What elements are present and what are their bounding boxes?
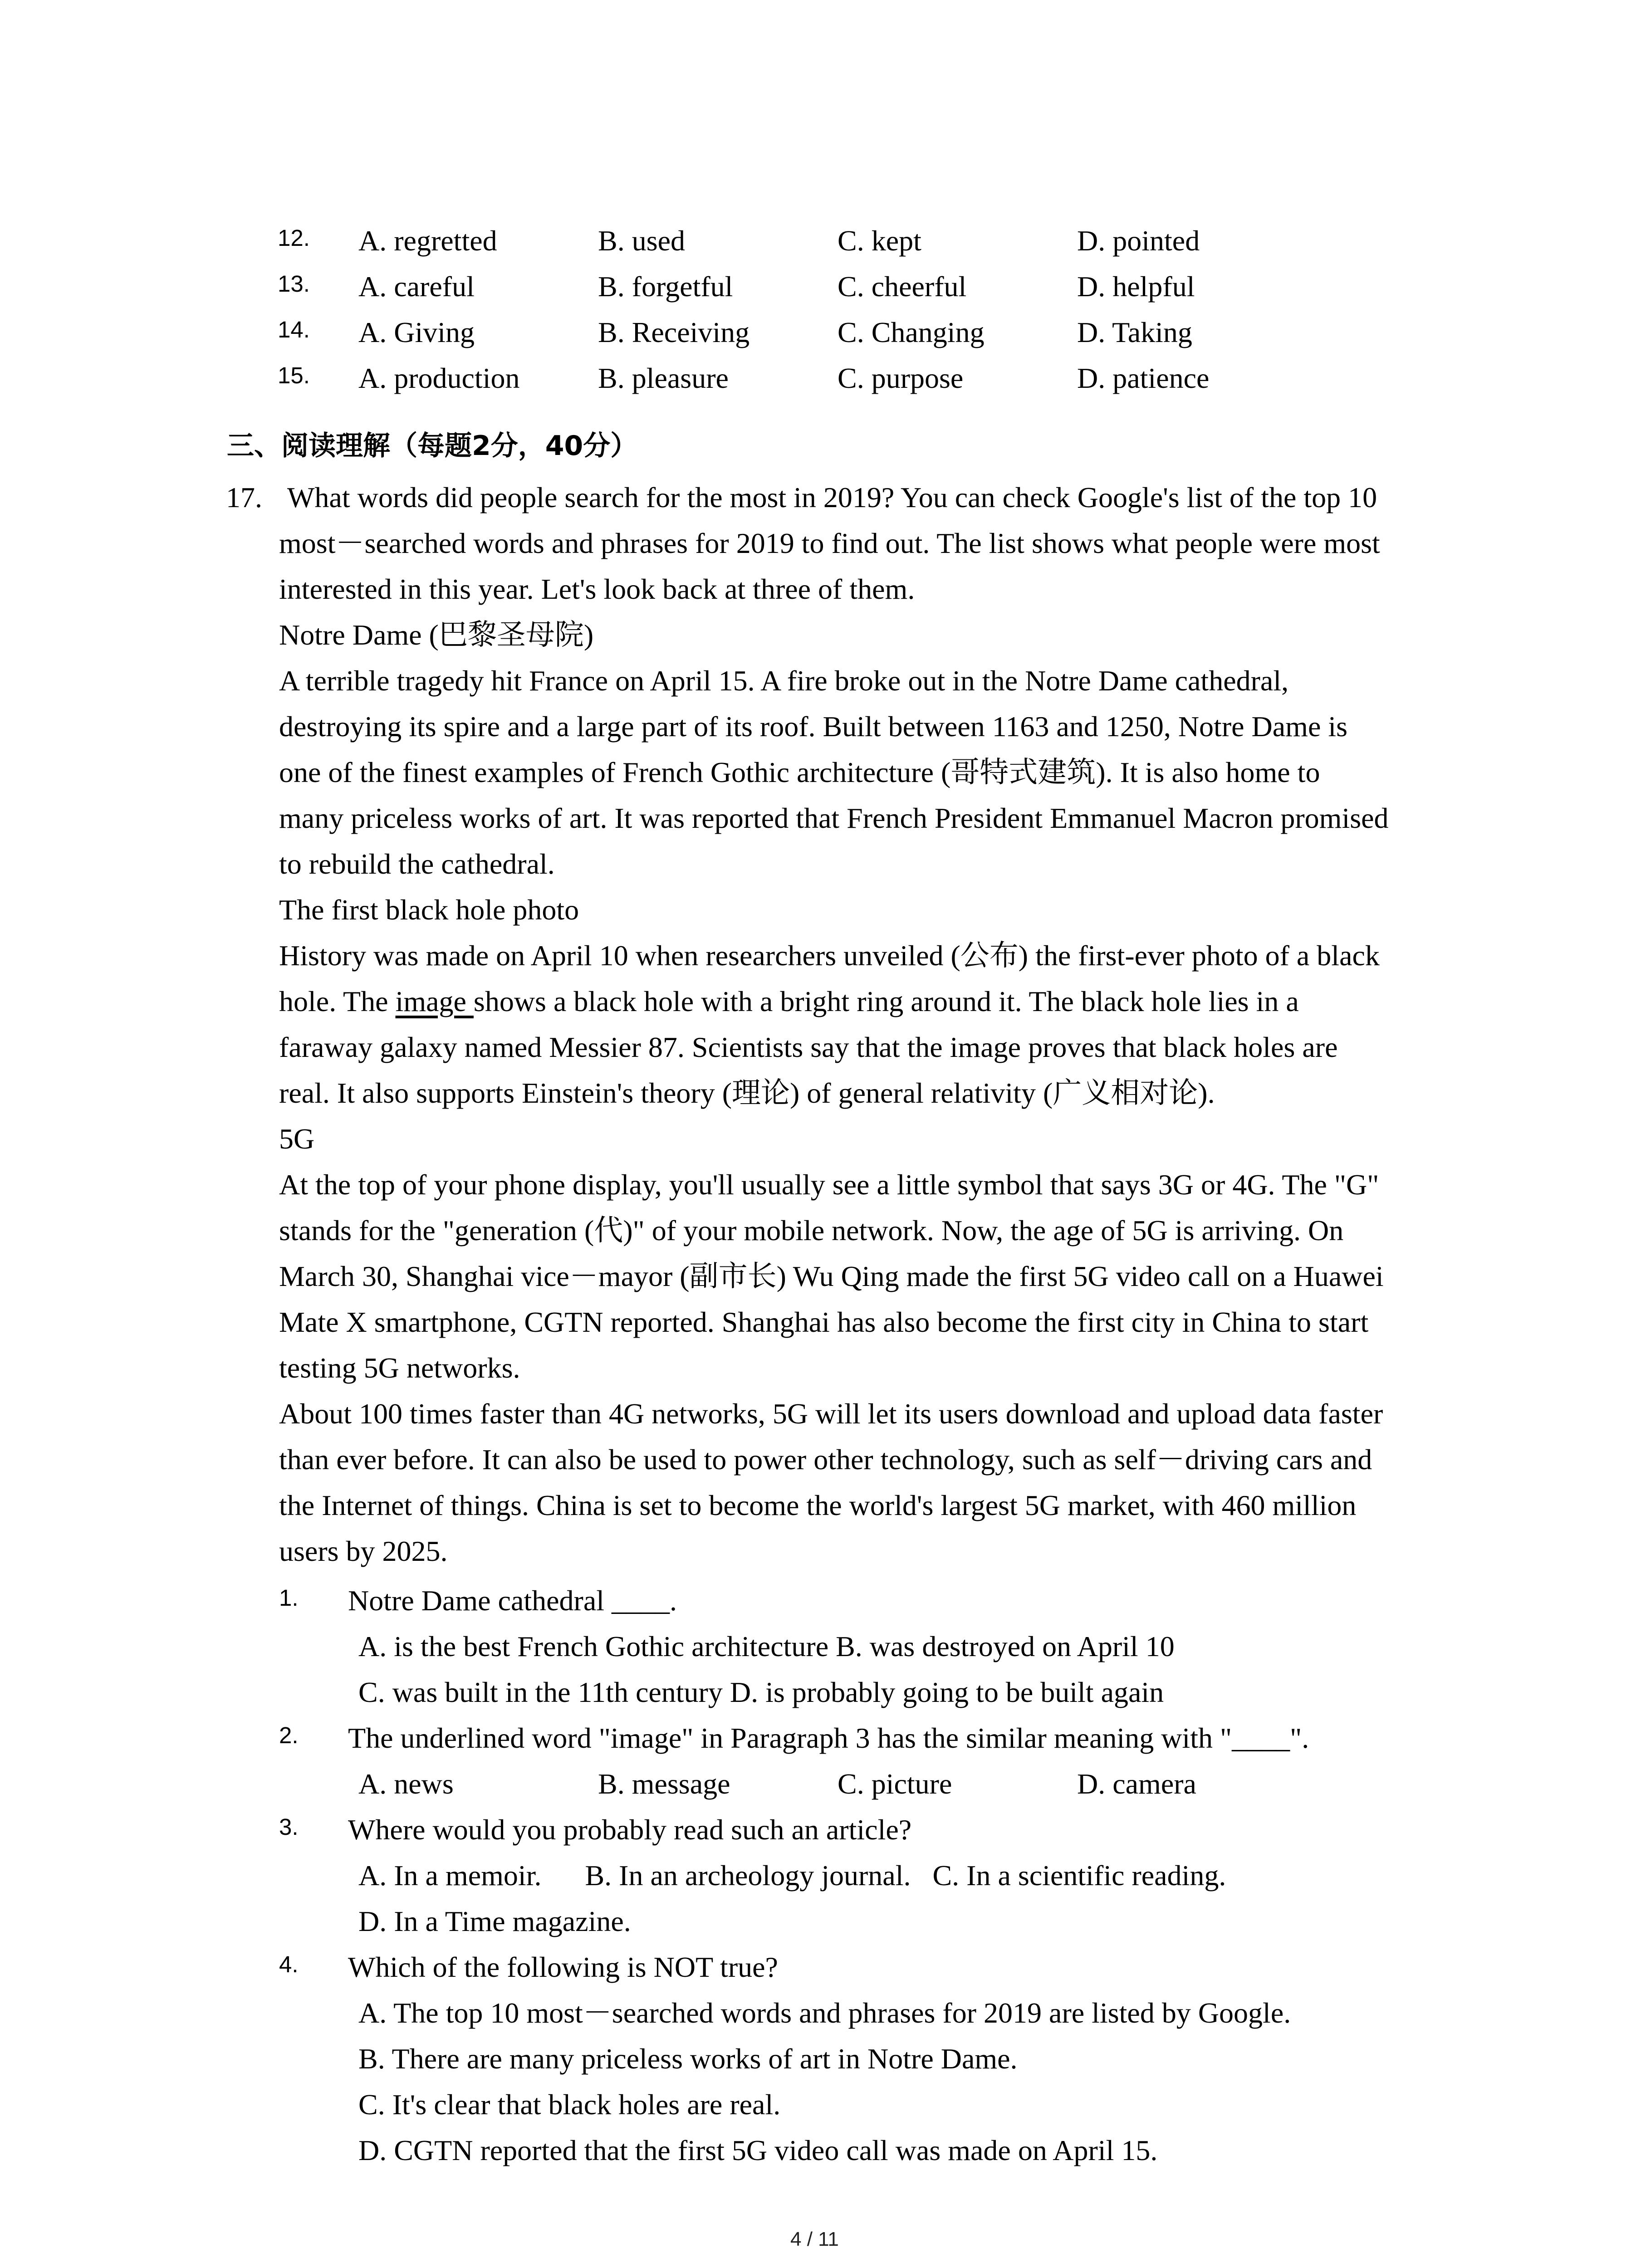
- passage-line: real. It also supports Einstein's theory (理论) of general relativity (广义相对论).: [279, 1077, 1215, 1109]
- answer-options: C. It's clear that black holes are real.: [358, 2088, 781, 2121]
- subheading-black-hole: The first black hole photo: [279, 894, 579, 926]
- option-c: C. cheerful: [838, 270, 967, 303]
- passage-line: interested in this year. Let's look back at three of them.: [279, 573, 915, 605]
- question-stem: Which of the following is NOT true?: [348, 1951, 778, 1983]
- passage-line: History was made on April 10 when researchers unveiled (公布) the first-ever photo of a black: [279, 939, 1380, 972]
- option-b: B. Receiving: [598, 316, 750, 348]
- passage-line: users by 2025.: [279, 1535, 448, 1567]
- passage-line: stands for the "generation (代)" of your mobile network. Now, the age of 5G is arriving. On: [279, 1214, 1344, 1246]
- answer-options: B. There are many priceless works of art in Notre Dame.: [358, 2043, 1018, 2075]
- passage-line: the Internet of things. China is set to become the world's largest 5G market, with 460 million: [279, 1489, 1357, 1521]
- option-d: D. pointed: [1077, 225, 1200, 257]
- question-stem: The underlined word "image" in Paragraph 3 has the similar meaning with "____".: [348, 1722, 1309, 1754]
- reading-passage: [279, 520, 1459, 1574]
- option-a: A. Giving: [358, 316, 475, 348]
- passage-line: faraway galaxy named Messier 87. Scientists say that the image proves that black holes are: [279, 1031, 1338, 1063]
- passage-line: March 30, Shanghai vice－mayor (副市长) Wu Qing made the first 5G video call on a Huawei: [279, 1260, 1384, 1292]
- question-stem: Notre Dame cathedral ____.: [348, 1584, 677, 1617]
- passage-line: destroying its spire and a large part of its roof. Built between 1163 and 1250, Notre Dame is: [279, 710, 1348, 743]
- passage-line: A terrible tragedy hit France on April 15. A fire broke out in the Notre Dame cathedral,: [279, 665, 1289, 697]
- option-a: A. production: [358, 362, 520, 394]
- subheading-notre-dame: Notre Dame (巴黎圣母院): [279, 619, 594, 651]
- answer-options: C. was built in the 11th century D. is probably going to be built again: [358, 1676, 1164, 1708]
- passage-line: What words did people search for the most in 2019? You can check Google's list of the top 10: [287, 481, 1377, 513]
- question-number: 1.: [279, 1585, 299, 1611]
- option-d: D. Taking: [1077, 316, 1192, 348]
- option-d: D. helpful: [1077, 270, 1195, 303]
- option-d: D. camera: [1077, 1768, 1196, 1800]
- question-number: 2.: [279, 1722, 299, 1748]
- option-b: B. pleasure: [598, 362, 729, 394]
- passage-line: testing 5G networks.: [279, 1352, 520, 1384]
- option-c: C. kept: [838, 225, 921, 257]
- passage-line: About 100 times faster than 4G networks, 5G will let its users download and upload data faster: [279, 1398, 1383, 1430]
- option-c: C. picture: [838, 1768, 952, 1800]
- passage-line: many priceless works of art. It was reported that French President Emmanuel Macron promised: [279, 802, 1389, 834]
- passage-line: than ever before. It can also be used to power other technology, such as self－driving cars and: [279, 1443, 1372, 1476]
- answer-options: D. In a Time magazine.: [358, 1905, 631, 1937]
- option-b: B. message: [598, 1768, 730, 1800]
- answer-options: A. In a memoir. B. In an archeology journal. C. In a scientific reading.: [358, 1859, 1226, 1892]
- option-d: D. patience: [1077, 362, 1210, 394]
- text-span: hole. The: [279, 985, 396, 1017]
- option-b: B. used: [598, 225, 685, 257]
- option-c: C. purpose: [838, 362, 964, 394]
- passage-number: 17.: [226, 481, 262, 513]
- passage-line: one of the finest examples of French Gothic architecture (哥特式建筑). It is also home to: [279, 756, 1320, 788]
- passage-line: to rebuild the cathedral.: [279, 848, 555, 880]
- option-row-number: 14.: [278, 317, 310, 342]
- option-a: A. careful: [358, 270, 475, 303]
- option-row-number: 12.: [278, 225, 310, 251]
- passage-line: At the top of your phone display, you'll usually see a little symbol that says 3G or 4G. The "G": [279, 1168, 1379, 1201]
- option-a: A. regretted: [358, 225, 497, 257]
- passage-line: most－searched words and phrases for 2019 to find out. The list shows what people were most: [279, 527, 1380, 559]
- subheading-5g: 5G: [279, 1123, 315, 1155]
- option-a: A. news: [358, 1768, 454, 1800]
- question-number: 3.: [279, 1814, 299, 1840]
- passage-line: [279, 978, 1459, 1024]
- section-heading: 三、阅读理解（每题2分，40分）: [227, 430, 638, 462]
- page-number: 4 / 11: [790, 2228, 839, 2250]
- option-b: B. forgetful: [598, 270, 733, 303]
- underlined-word: image: [395, 985, 474, 1017]
- option-row-number: 13.: [278, 271, 310, 297]
- option-c: C. Changing: [838, 316, 985, 348]
- answer-options: A. is the best French Gothic architecture B. was destroyed on April 10: [358, 1630, 1175, 1662]
- answer-options: D. CGTN reported that the first 5G video call was made on April 15.: [358, 2134, 1158, 2166]
- option-row-number: 15.: [278, 362, 310, 388]
- question-number: 4.: [279, 1951, 299, 1977]
- question-stem: Where would you probably read such an article?: [348, 1813, 912, 1846]
- passage-line: Mate X smartphone, CGTN reported. Shanghai has also become the first city in China to start: [279, 1306, 1369, 1338]
- answer-options: A. The top 10 most－searched words and phrases for 2019 are listed by Google.: [358, 1997, 1291, 2029]
- text-span: shows a black hole with a bright ring around it. The black hole lies in a: [473, 985, 1299, 1017]
